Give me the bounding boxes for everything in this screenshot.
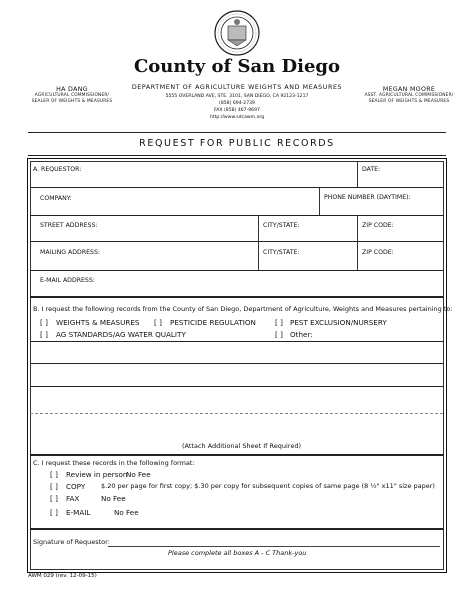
company-field[interactable] xyxy=(34,188,316,214)
county-seal-icon xyxy=(214,10,260,56)
department-address: 5555 OVERLAND AVE, STE. 3101, SAN DIEGO, CA 92123-1217 xyxy=(165,94,309,99)
pest-exclusion-label: PEST EXCLUSION/NURSERY xyxy=(290,318,387,327)
divider xyxy=(357,161,358,187)
date-field[interactable] xyxy=(360,162,440,187)
city-state-label: CITY/STATE: xyxy=(263,222,300,229)
checkbox-pest-exclusion[interactable]: [ ] xyxy=(275,318,283,327)
form-number: AWM 029 (rev. 12-09-15) xyxy=(28,573,97,579)
checkbox-fax[interactable]: [ ] xyxy=(50,494,58,503)
checkbox-email[interactable]: [ ] xyxy=(50,508,58,517)
other-label: Other: xyxy=(290,330,313,339)
mailing-city-state-field[interactable] xyxy=(261,242,354,269)
signature-field[interactable] xyxy=(108,533,440,546)
records-line-4[interactable] xyxy=(34,414,440,437)
left-official-title-2: SEALER OF WEIGHTS & MEASURES xyxy=(31,98,113,104)
mailing-address-label: MAILING ADDRESS: xyxy=(40,249,100,256)
street-address-label: STREET ADDRESS: xyxy=(40,222,98,229)
checkbox-other[interactable]: [ ] xyxy=(275,330,283,339)
copy-fee: $.20 per page for first copy; $.30 per copy for subsequent copies of same page (8 ½" x11" size paper) xyxy=(101,482,435,490)
zip-code-label: ZIP CODE: xyxy=(362,222,394,229)
divider xyxy=(258,215,259,241)
email-label: E-MAIL ADDRESS: xyxy=(40,277,95,284)
complete-note: Please complete all boxes A - C Thank-you xyxy=(168,549,307,557)
form-title: REQUEST FOR PUBLIC RECORDS xyxy=(139,138,335,149)
left-official-name: HA DANG xyxy=(56,86,88,93)
attach-note: (Attach Additional Sheet If Required) xyxy=(182,442,301,450)
right-official-title-2: SEALER OF WEIGHTS & MEASURES xyxy=(368,98,450,104)
company-label: COMPANY: xyxy=(40,195,72,202)
phone-label: PHONE NUMBER (DAYTIME): xyxy=(324,194,411,201)
right-official-name: MEGAN MOORE xyxy=(382,86,436,93)
email-field[interactable] xyxy=(34,271,440,294)
fax-label: FAX xyxy=(66,494,80,503)
checkbox-copy[interactable]: [ ] xyxy=(50,482,58,491)
section-c-intro: C. I request these records in the following format: xyxy=(33,459,195,467)
department-website: http://www.sdcawm.org xyxy=(209,115,265,120)
requestor-field[interactable] xyxy=(34,162,354,187)
right-official xyxy=(344,86,474,104)
department-name: DEPARTMENT OF AGRICULTURE WEIGHTS AND MEASURES xyxy=(131,84,343,91)
mailing-address-field[interactable] xyxy=(34,242,255,269)
left-official xyxy=(10,86,134,104)
ag-standards-label: AG STANDARDS/AG WATER QUALITY xyxy=(56,330,186,339)
county-name: County of San Diego xyxy=(133,56,341,77)
mailing-zip-code-field[interactable] xyxy=(360,242,440,269)
section-b-intro: B. I request the following records from the County of San Diego, Department of Agriculture, Weights and Measures pertaining to: xyxy=(33,305,453,313)
section-divider xyxy=(30,296,443,298)
email-format-label: E-MAIL xyxy=(66,508,91,517)
divider xyxy=(357,215,358,241)
section-divider xyxy=(30,528,443,530)
form-title-bar xyxy=(28,132,446,156)
records-line-2[interactable] xyxy=(34,364,440,385)
phone-field[interactable] xyxy=(322,188,440,214)
pesticide-regulation-label: PESTICIDE REGULATION xyxy=(170,318,256,327)
left-official-title-1: AGRICULTURAL COMMISSIONER/ xyxy=(34,93,110,98)
review-fee: No Fee xyxy=(126,470,151,479)
checkbox-pesticide-regulation[interactable]: [ ] xyxy=(154,318,162,327)
signature-line xyxy=(108,546,440,547)
mailing-zip-code-label: ZIP CODE: xyxy=(362,249,394,256)
divider xyxy=(319,187,320,215)
requestor-label: A. REQUESTOR: xyxy=(33,166,82,173)
checkbox-ag-standards[interactable]: [ ] xyxy=(40,330,48,339)
divider xyxy=(357,241,358,270)
signature-label: Signature of Requestor: xyxy=(33,538,110,546)
other-field[interactable] xyxy=(318,331,438,341)
email-fee: No Fee xyxy=(114,508,139,517)
weights-measures-label: WEIGHTS & MEASURES xyxy=(56,318,140,327)
records-line-1[interactable] xyxy=(34,342,440,362)
zip-code-field[interactable] xyxy=(360,216,440,240)
right-official-title-1: ASST. AGRICULTURAL COMMISSIONER/ xyxy=(364,93,454,98)
checkbox-weights-measures[interactable]: [ ] xyxy=(40,318,48,327)
divider xyxy=(258,241,259,270)
date-label: DATE: xyxy=(362,166,381,173)
checkbox-review-in-person[interactable]: [ ] xyxy=(50,470,58,479)
city-state-field[interactable] xyxy=(261,216,354,240)
mailing-city-state-label: CITY/STATE: xyxy=(263,249,300,256)
fax-fee: No Fee xyxy=(101,494,126,503)
street-address-field[interactable] xyxy=(34,216,255,240)
copy-label: COPY xyxy=(66,482,86,491)
department-phone: (858) 694-2739 xyxy=(219,101,255,106)
review-in-person-label: Review in person xyxy=(66,470,128,479)
section-divider xyxy=(30,454,443,456)
department-fax: FAX (858) 467-9697 xyxy=(214,108,260,113)
records-line-3[interactable] xyxy=(34,387,440,412)
